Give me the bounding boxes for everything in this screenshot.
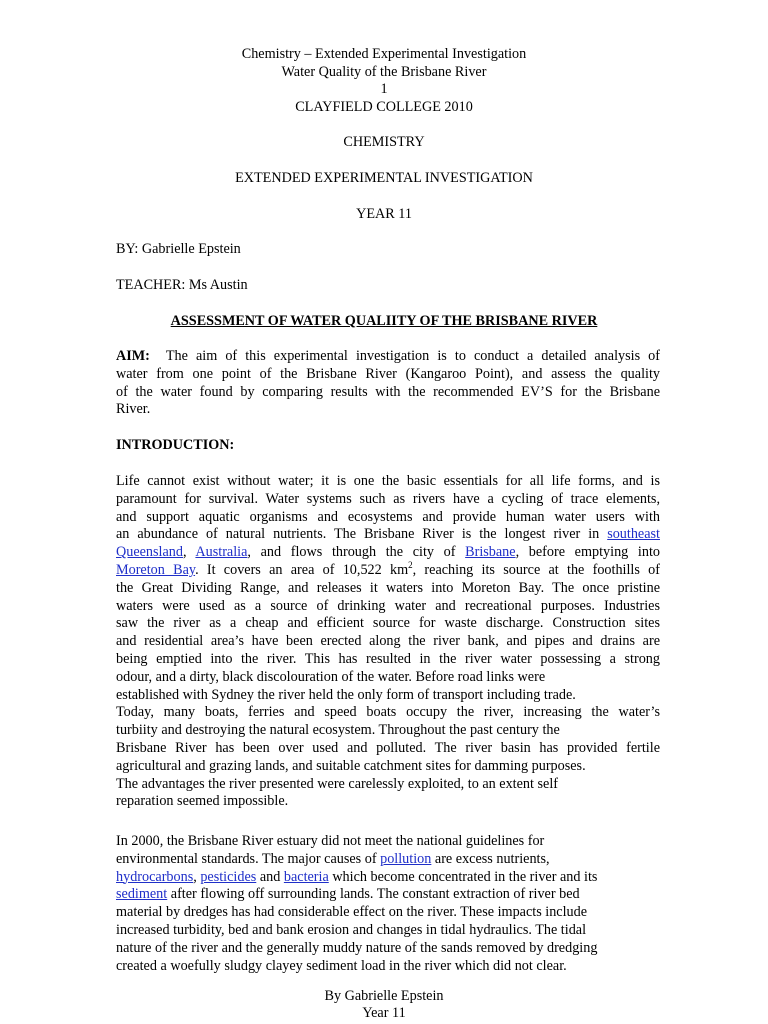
page-number: 1	[380, 81, 388, 97]
text-line: nature of the river and the generally muddy nature of the sands removed by dredging	[116, 939, 598, 956]
text-line: an abundance of natural nutrients. The Brisbane River is the longest river in southeast	[116, 526, 660, 543]
text-line: being emptied into the river. This has resulted in the river water possessing a strong	[116, 650, 660, 667]
introduction-heading: INTRODUCTION:	[116, 437, 235, 453]
link-pesticides[interactable]: pesticides	[200, 868, 257, 885]
link-hydrocarbons[interactable]: hydrocarbons	[116, 868, 194, 885]
intro-paragraph-1	[116, 473, 660, 811]
footer-year: Year 11	[362, 1005, 406, 1021]
text-line: Moreton Bay. It covers an area of 10,522 $km^2$, reaching its source at the foothills of	[116, 559, 660, 578]
text-line: In 2000, the Brisbane River estuary did not meet the national guidelines for	[116, 833, 545, 849]
link-sediment[interactable]: sediment	[116, 886, 168, 903]
text-line: turbiity and destroying the natural ecosystem. Throughout the past century the	[116, 722, 560, 739]
header-subtitle: Water Quality of the Brisbane River	[281, 64, 487, 80]
text-line: Today, many boats, ferries and speed boats occupy the river, increasing the water’s	[116, 704, 660, 721]
aim-label: AIM:	[116, 348, 150, 364]
main-heading: ASSESSMENT OF WATER QUALIITY OF THE BRISBANE RIVER	[170, 313, 598, 329]
text-line: Brisbane River has been over used and polluted. The river basin has provided fertile	[116, 739, 660, 756]
author-line: BY: Gabrielle Epstein	[116, 241, 241, 257]
school-name: CLAYFIELD COLLEGE 2010	[295, 99, 473, 115]
link-pollution[interactable]: pollution	[380, 850, 432, 867]
aim-line: River.	[116, 401, 151, 418]
text-line: Queensland, Australia, and flows through the city of Brisbane, before emptying into	[116, 544, 660, 561]
text-line: odour, and a dirty, black discolouration of the water. Before road links were	[116, 668, 546, 685]
text-line: sediment after flowing off surrounding lands. The constant extraction of river bed	[116, 886, 580, 903]
superscript: 2	[408, 559, 413, 570]
link-moreton-bay[interactable]: Moreton Bay	[116, 561, 196, 578]
aim-line: of the water found by comparing results with the recommended EV’S for the Brisbane	[116, 383, 660, 400]
task-title: EXTENDED EXPERIMENTAL INVESTIGATION	[235, 170, 533, 186]
text-line: environmental standards. The major causes of pollution are excess nutrients,	[116, 850, 550, 867]
text-line: saw the river as a cheap and efficient source for waste discharge. Construction sites	[116, 615, 660, 632]
text-line: hydrocarbons, pesticides and bacteria which become concentrated in the river and its	[116, 868, 598, 885]
aim-paragraph	[116, 348, 660, 419]
intro-paragraph-2	[116, 833, 660, 975]
link-southeast[interactable]: southeast	[607, 526, 660, 543]
aim-line: AIM: The aim of this experimental investigation is to conduct a detailed analysis of	[116, 348, 660, 364]
text-line: and support aquatic organisms and ecosystems and provide human water users with	[116, 508, 660, 525]
text-line: waters were used as a source of drinking water and recreational purposes. Industries	[116, 597, 660, 614]
header-title: Chemistry – Extended Experimental Investigation	[241, 46, 527, 62]
text-line: Life cannot exist without water; it is one the basic essentials for all life forms, and is	[116, 473, 660, 489]
footer-author: By Gabrielle Epstein	[324, 988, 444, 1004]
text-line: the Great Dividing Range, and releases it waters into Moreton Bay. The once pristine	[116, 579, 660, 596]
link-australia[interactable]: Australia	[195, 544, 248, 561]
text-line: paramount for survival. Water systems such as rivers have a cycling of trace elements,	[116, 490, 660, 507]
subject-title: CHEMISTRY	[343, 134, 425, 150]
text-line: reparation seemed impossible.	[116, 793, 289, 810]
text-line: created a woefully sludgy clayey sediment load in the river which did not clear.	[116, 957, 567, 974]
teacher-line: TEACHER: Ms Austin	[116, 277, 248, 293]
text-line: material by dredges has had considerable effect on the river. These impacts include	[116, 904, 588, 921]
text-line: The advantages the river presented were carelessly exploited, to an extent self	[116, 775, 558, 792]
aim-line: water from one point of the Brisbane River (Kangaroo Point), and assess the quality	[116, 365, 660, 382]
link-bacteria[interactable]: bacteria	[283, 868, 329, 885]
link-queensland[interactable]: Queensland	[116, 544, 183, 561]
text-line: agricultural and grazing lands, and suitable catchment sites for damming purposes.	[116, 757, 586, 774]
text-line: established with Sydney the river held the only form of transport including trade.	[116, 686, 576, 703]
text-line: increased turbidity, bed and bank erosion and changes in tidal hydraulics. The tidal	[116, 921, 587, 938]
link-brisbane[interactable]: Brisbane	[465, 544, 516, 561]
text-line: and residential area’s have been erected along the river bank, and pipes and drains are	[116, 633, 660, 650]
year-title: YEAR 11	[356, 206, 412, 222]
